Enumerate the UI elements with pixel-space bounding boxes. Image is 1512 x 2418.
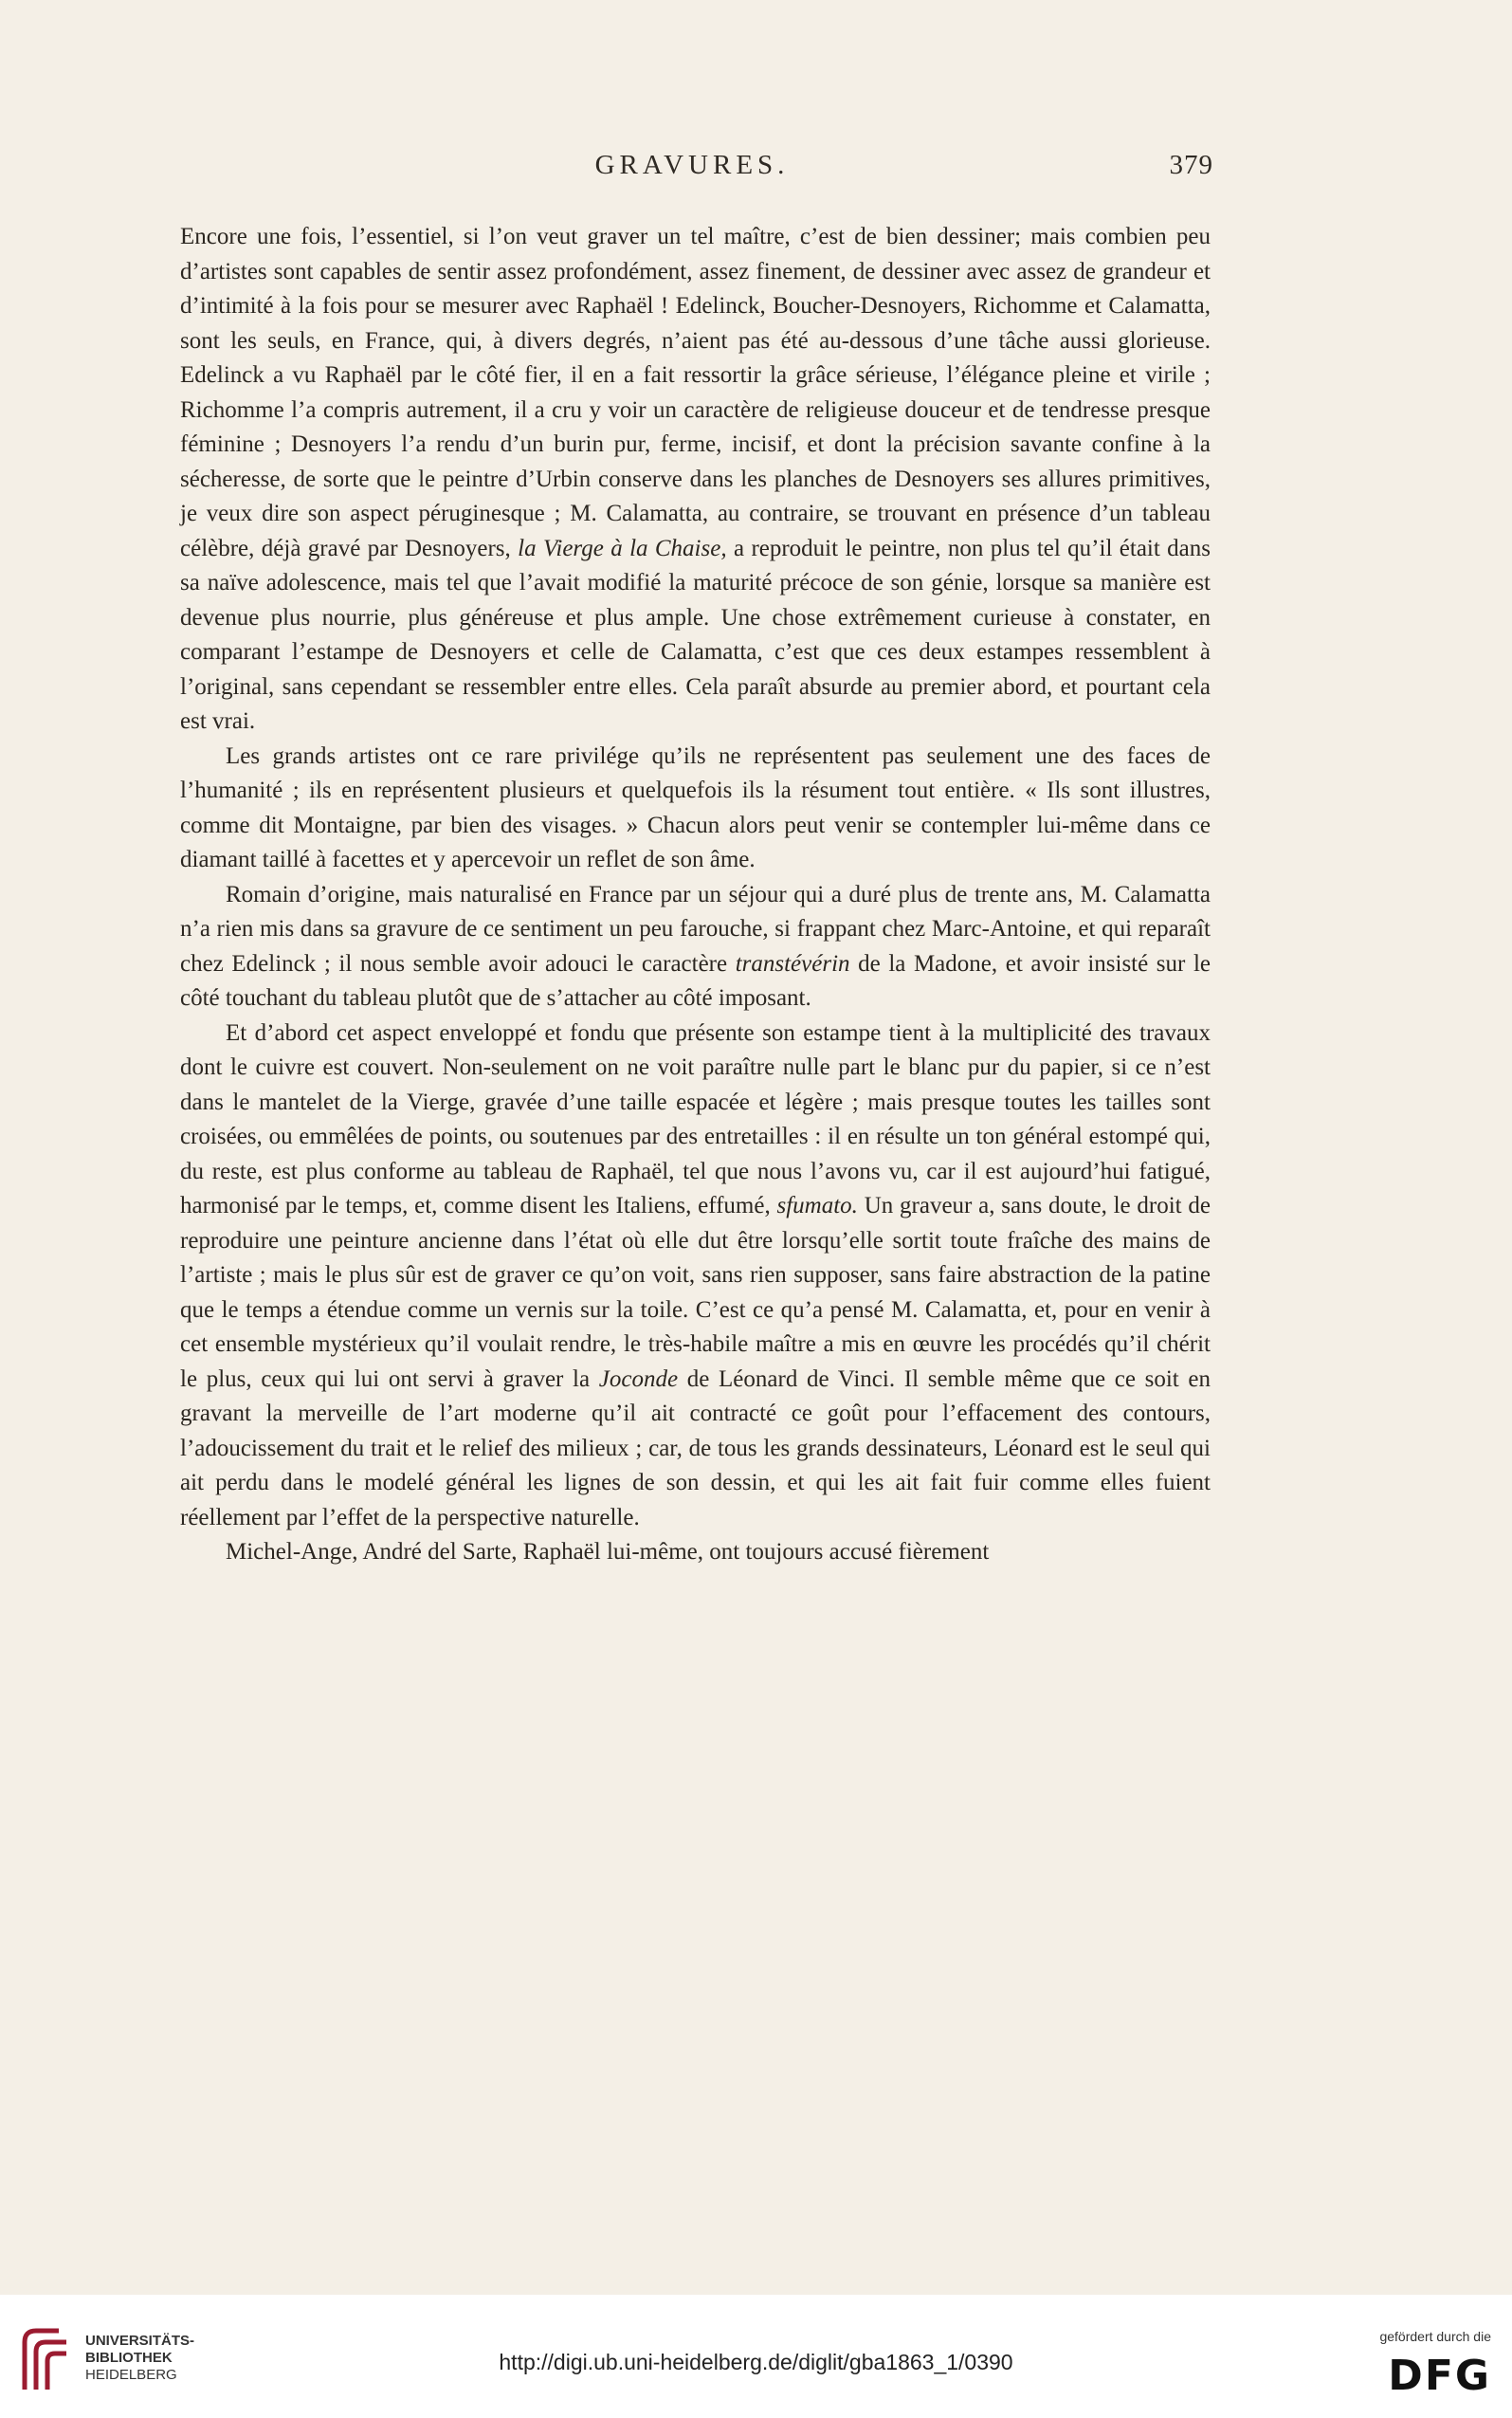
text-run: Romain d’origine, mais naturalisé en France par un séjour qui a duré plus de trente ans, M. Calamatta n’a rien mis dans sa gravure de ce sentiment un peu farouche, si frappant chez Marc-Antoine, et qui reparaît chez Edelinck ; il nous semble avoir adouci le caractère xyxy=(180,881,1211,977)
text-run: Et d’abord cet aspect enveloppé et fondu que présente son estampe tient à la multiplicité des travaux dont le cuivre est couvert. Non-seulement on ne voit paraître nulle part le blanc pur du papier, si ce n’est dans le mantelet de la Vierge, gravée d’une taille espacée et légère ; mais presque toutes les tailles sont croisées, ou emmêlées de points, ou soutenues par des entretailles : il en résulte un ton général estompé qui, du reste, est plus conforme au tableau de Raphaël, tel que nous l’avons vu, car il est aujourd’hui fatigué, harmonisé par le temps, et, comme disent les Italiens, effumé, xyxy=(180,1019,1211,1218)
italic-title: Joconde xyxy=(598,1365,679,1392)
body-text xyxy=(180,220,1211,1570)
funding-note: gefördert durch die xyxy=(1379,2329,1491,2344)
text-run: de Léonard de Vinci. Il semble même que ce soit en gravant la merveille de l’art moderne qu’il ait contracté ce goût pour l’effacement des contours, l’adoucissement du trait et le relief des milieux ; car, de tous les grands dessinateurs, Léonard est le seul qui ait perdu dans le modelé général les lignes de son dessin, et qui les ait fait fuir comme elles fuient réellement par l’effet de la perspective naturelle. xyxy=(180,1365,1211,1530)
italic-term: transtévérin xyxy=(735,950,850,977)
running-head-title: GRAVURES. xyxy=(594,150,790,180)
text-run: Un graveur a, sans doute, le droit de reproduire une peinture ancienne dans l’état où elle dut être lorsqu’elle sortit toute fraîche des mains de l’artiste ; mais le plus sûr est de graver ce qu’on voit, sans rien supposer, sans faire abstraction de la patine que le temps a étendue comme un vernis sur la toile. C’est ce qu’a pensé M. Calamatta, et, pour en venir à cet ensemble mystérieux qu’il voulait rendre, le très-habile maître a mis en œuvre les procédés qu’il chérit le plus, ceux qui lui ont servi à graver la xyxy=(180,1193,1211,1392)
text-run: Les grands artistes ont ce rare privilége qu’ils ne représentent pas seulement une des faces de l’humanité ; ils en représentent plusieurs et quelquefois ils la résument tout entière. « Ils sont illustres, comme dit Montaigne, par bien des visages. » Chacun alors peut venir se contempler lui-même dans ce diamant taillé à facettes et y apercevoir un reflet de son âme. xyxy=(180,742,1211,872)
italic-term: sfumato. xyxy=(776,1193,858,1218)
funder-logo: DFG xyxy=(1388,2352,1491,2400)
page-number: 379 xyxy=(1169,150,1213,180)
paragraph xyxy=(180,740,1211,878)
library-name-line: HEIDELBERG xyxy=(85,2367,177,2383)
text-run: Encore une fois, l’essentiel, si l’on veut graver un tel maître, c’est de bien dessiner; mais combien peu d’artistes sont capables de sentir assez profondément, assez finement, de dessiner avec assez de grandeur et d’intimité à la fois pour se mesurer avec Raphaël ! Edelinck, Boucher-Desnoyers, Richomme et Calamatta, sont les seuls, en France, qui, à divers degrés, n’aient pas été au-dessous d’une tâche aussi glorieuse. Edelinck a vu Raphaël par le côté fier, il en a fait ressortir la grâce sérieuse, l’élégance pleine et virile ; Richomme l’a compris autrement, il a cru y voir un caractère de religieuse douceur et de tendresse presque féminine ; Desnoyers l’a rendu d’un burin pur, ferme, incisif, et dont la précision savante confine à la sécheresse, de sorte que le peintre d’Urbin conserve dans les planches de Desnoyers ses allures primitives, je veux dire son aspect péruginesque ; M. Calamatta, au contraire, se trouvant en présence d’un tableau célèbre, déjà gravé par Desnoyers, xyxy=(180,224,1211,561)
text-run: a reproduit le peintre, non plus tel qu’il était dans sa naïve adolescence, mais tel que l’avait modifié la maturité précoce de son génie, lorsque sa manière est devenue plus nourrie, plus généreuse et plus ample. Une chose extrêmement curieuse à constater, en comparant l’estampe de Desnoyers et celle de Calamatta, c’est que ces deux estampes ressemblent à l’original, sans cependant se ressembler entre elles. Cela paraît absurde au premier abord, et pourtant cela est vrai. xyxy=(180,535,1211,734)
paragraph xyxy=(180,878,1211,1017)
library-name-line: BIBLIOTHEK xyxy=(85,2350,173,2366)
running-head xyxy=(171,150,1213,192)
text-run: Michel-Ange, André del Sarte, Raphaël lui-même, ont toujours accusé fièrement xyxy=(226,1539,990,1565)
paragraph xyxy=(180,1017,1211,1536)
library-name-line: UNIVERSITÄTS- xyxy=(85,2333,195,2349)
permalink-url[interactable]: http://digi.ub.uni-heidelberg.de/diglit/gba1863_1/0390 xyxy=(499,2350,1013,2374)
text-run: de la Madone, et avoir insisté sur le côté touchant du tableau plutôt que de s’attacher au côté imposant. xyxy=(180,950,1211,1011)
italic-title: la Vierge à la Chaise, xyxy=(518,535,727,561)
digitization-footer xyxy=(0,2295,1512,2418)
paragraph xyxy=(180,1535,1211,1570)
paragraph xyxy=(180,220,1211,740)
